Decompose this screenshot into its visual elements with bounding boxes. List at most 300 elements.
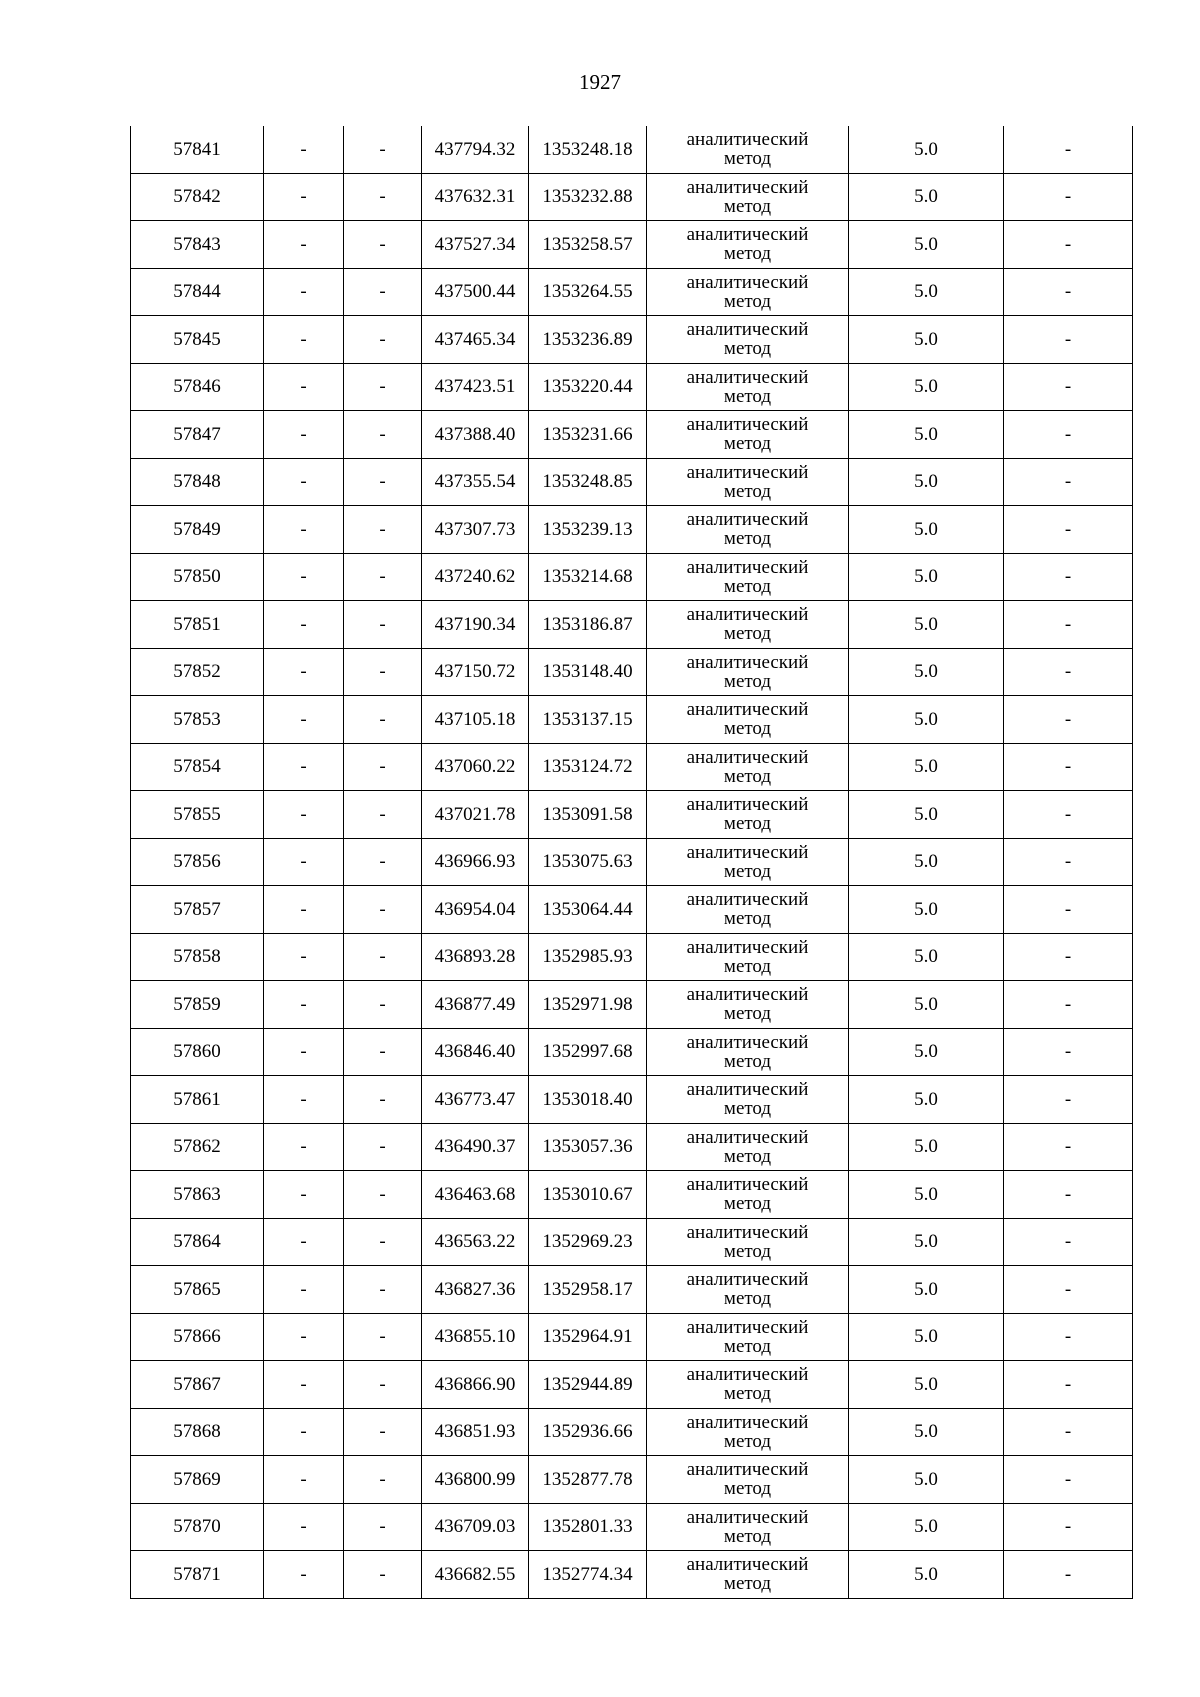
- empty-column-2-cell: -: [264, 173, 344, 221]
- description-cell: -: [1004, 411, 1133, 459]
- x-coordinate-cell: 437794.32: [422, 126, 529, 173]
- description-cell: -: [1004, 696, 1133, 744]
- method-line-1: аналитический: [686, 509, 809, 531]
- empty-column-3-cell: -: [344, 268, 422, 316]
- point-number-cell: 57853: [131, 696, 264, 744]
- accuracy-cell: 5.0: [849, 1171, 1004, 1219]
- point-number-cell: 57843: [131, 221, 264, 269]
- empty-column-2-cell: -: [264, 1313, 344, 1361]
- method-line-2: метод: [723, 433, 772, 455]
- accuracy-cell: 5.0: [849, 1076, 1004, 1124]
- method-line-1: аналитический: [686, 1411, 809, 1433]
- y-coordinate-cell: 1353148.40: [529, 648, 647, 696]
- empty-column-3-cell: -: [344, 363, 422, 411]
- description-cell: -: [1004, 1171, 1133, 1219]
- description-cell: -: [1004, 1076, 1133, 1124]
- accuracy-cell: 5.0: [849, 1218, 1004, 1266]
- empty-column-3-cell: -: [344, 1503, 422, 1551]
- accuracy-cell: 5.0: [849, 1551, 1004, 1599]
- description-cell: -: [1004, 553, 1133, 601]
- y-coordinate-cell: 1353064.44: [529, 886, 647, 934]
- point-number-cell: 57847: [131, 411, 264, 459]
- method-line-2: метод: [723, 670, 772, 692]
- description-cell: -: [1004, 1028, 1133, 1076]
- empty-column-2-cell: -: [264, 1408, 344, 1456]
- empty-column-3-cell: -: [344, 791, 422, 839]
- x-coordinate-cell: 436846.40: [422, 1028, 529, 1076]
- method-line-2: метод: [723, 1335, 772, 1357]
- empty-column-2-cell: -: [264, 1551, 344, 1599]
- y-coordinate-cell: 1352774.34: [529, 1551, 647, 1599]
- description-cell: -: [1004, 886, 1133, 934]
- empty-column-2-cell: -: [264, 1123, 344, 1171]
- y-coordinate-cell: 1353075.63: [529, 838, 647, 886]
- method-line-2: метод: [723, 1003, 772, 1025]
- table-row: [131, 1408, 1133, 1456]
- description-cell: -: [1004, 933, 1133, 981]
- method-line-1: аналитический: [686, 889, 809, 911]
- method-line-1: аналитический: [686, 1079, 809, 1101]
- empty-column-3-cell: -: [344, 1076, 422, 1124]
- x-coordinate-cell: 436877.49: [422, 981, 529, 1029]
- empty-column-2-cell: -: [264, 886, 344, 934]
- method-line-1: аналитический: [686, 746, 809, 768]
- empty-column-3-cell: -: [344, 411, 422, 459]
- x-coordinate-cell: 437388.40: [422, 411, 529, 459]
- method-cell: [647, 173, 849, 221]
- accuracy-cell: 5.0: [849, 1503, 1004, 1551]
- method-line-2: метод: [723, 1240, 772, 1262]
- method-line-1: аналитический: [686, 176, 809, 198]
- empty-column-2-cell: -: [264, 221, 344, 269]
- method-line-1: аналитический: [686, 936, 809, 958]
- y-coordinate-cell: 1352936.66: [529, 1408, 647, 1456]
- table-row: [131, 1123, 1133, 1171]
- x-coordinate-cell: 437465.34: [422, 316, 529, 364]
- point-number-cell: 57841: [131, 126, 264, 173]
- method-line-1: аналитический: [686, 1316, 809, 1338]
- y-coordinate-cell: 1352964.91: [529, 1313, 647, 1361]
- x-coordinate-cell: 436866.90: [422, 1361, 529, 1409]
- description-cell: -: [1004, 981, 1133, 1029]
- empty-column-2-cell: -: [264, 126, 344, 173]
- empty-column-3-cell: -: [344, 981, 422, 1029]
- point-number-cell: 57869: [131, 1456, 264, 1504]
- method-cell: [647, 1218, 849, 1266]
- y-coordinate-cell: 1353248.85: [529, 458, 647, 506]
- y-coordinate-cell: 1352958.17: [529, 1266, 647, 1314]
- point-number-cell: 57870: [131, 1503, 264, 1551]
- accuracy-cell: 5.0: [849, 696, 1004, 744]
- y-coordinate-cell: 1352801.33: [529, 1503, 647, 1551]
- method-line-2: метод: [723, 955, 772, 977]
- y-coordinate-cell: 1353220.44: [529, 363, 647, 411]
- point-number-cell: 57857: [131, 886, 264, 934]
- x-coordinate-cell: 436463.68: [422, 1171, 529, 1219]
- method-line-1: аналитический: [686, 1459, 809, 1481]
- method-line-2: метод: [723, 813, 772, 835]
- x-coordinate-cell: 436563.22: [422, 1218, 529, 1266]
- description-cell: -: [1004, 1408, 1133, 1456]
- method-line-1: аналитический: [686, 271, 809, 293]
- point-number-cell: 57866: [131, 1313, 264, 1361]
- empty-column-2-cell: -: [264, 981, 344, 1029]
- accuracy-cell: 5.0: [849, 981, 1004, 1029]
- method-line-1: аналитический: [686, 651, 809, 673]
- accuracy-cell: 5.0: [849, 411, 1004, 459]
- y-coordinate-cell: 1353232.88: [529, 173, 647, 221]
- description-cell: -: [1004, 363, 1133, 411]
- method-line-2: метод: [723, 1478, 772, 1500]
- description-cell: -: [1004, 1266, 1133, 1314]
- y-coordinate-cell: 1352985.93: [529, 933, 647, 981]
- method-cell: [647, 221, 849, 269]
- method-line-2: метод: [723, 338, 772, 360]
- x-coordinate-cell: 436773.47: [422, 1076, 529, 1124]
- table-row: [131, 553, 1133, 601]
- empty-column-2-cell: -: [264, 1361, 344, 1409]
- y-coordinate-cell: 1353018.40: [529, 1076, 647, 1124]
- empty-column-2-cell: -: [264, 363, 344, 411]
- point-number-cell: 57868: [131, 1408, 264, 1456]
- empty-column-3-cell: -: [344, 316, 422, 364]
- accuracy-cell: 5.0: [849, 1408, 1004, 1456]
- method-line-1: аналитический: [686, 1506, 809, 1528]
- method-line-1: аналитический: [686, 984, 809, 1006]
- method-line-1: аналитический: [686, 461, 809, 483]
- table-row: [131, 981, 1133, 1029]
- table-row: [131, 1266, 1133, 1314]
- table-row: [131, 1361, 1133, 1409]
- point-number-cell: 57849: [131, 506, 264, 554]
- table-row: [131, 696, 1133, 744]
- empty-column-2-cell: -: [264, 1028, 344, 1076]
- table-row: [131, 1028, 1133, 1076]
- method-line-2: метод: [723, 1145, 772, 1167]
- description-cell: -: [1004, 126, 1133, 173]
- x-coordinate-cell: 437060.22: [422, 743, 529, 791]
- method-cell: [647, 1028, 849, 1076]
- x-coordinate-cell: 436855.10: [422, 1313, 529, 1361]
- empty-column-2-cell: -: [264, 411, 344, 459]
- y-coordinate-cell: 1353214.68: [529, 553, 647, 601]
- point-number-cell: 57846: [131, 363, 264, 411]
- x-coordinate-cell: 436827.36: [422, 1266, 529, 1314]
- method-line-2: метод: [723, 908, 772, 930]
- empty-column-2-cell: -: [264, 1218, 344, 1266]
- method-line-2: метод: [723, 575, 772, 597]
- method-cell: [647, 1408, 849, 1456]
- point-number-cell: 57844: [131, 268, 264, 316]
- accuracy-cell: 5.0: [849, 1361, 1004, 1409]
- method-cell: [647, 316, 849, 364]
- accuracy-cell: 5.0: [849, 126, 1004, 173]
- coordinates-table: [130, 126, 1133, 1599]
- method-cell: [647, 1266, 849, 1314]
- empty-column-3-cell: -: [344, 1123, 422, 1171]
- empty-column-3-cell: -: [344, 221, 422, 269]
- accuracy-cell: 5.0: [849, 1456, 1004, 1504]
- point-number-cell: 57859: [131, 981, 264, 1029]
- empty-column-3-cell: -: [344, 696, 422, 744]
- description-cell: -: [1004, 743, 1133, 791]
- y-coordinate-cell: 1353231.66: [529, 411, 647, 459]
- x-coordinate-cell: 436682.55: [422, 1551, 529, 1599]
- empty-column-3-cell: -: [344, 1408, 422, 1456]
- x-coordinate-cell: 437423.51: [422, 363, 529, 411]
- x-coordinate-cell: 436800.99: [422, 1456, 529, 1504]
- accuracy-cell: 5.0: [849, 601, 1004, 649]
- y-coordinate-cell: 1353258.57: [529, 221, 647, 269]
- method-line-2: метод: [723, 528, 772, 550]
- point-number-cell: 57862: [131, 1123, 264, 1171]
- method-line-2: метод: [723, 243, 772, 265]
- method-line-2: метод: [723, 195, 772, 217]
- x-coordinate-cell: 436709.03: [422, 1503, 529, 1551]
- description-cell: -: [1004, 268, 1133, 316]
- empty-column-3-cell: -: [344, 933, 422, 981]
- table-row: [131, 506, 1133, 554]
- empty-column-2-cell: -: [264, 458, 344, 506]
- description-cell: -: [1004, 1456, 1133, 1504]
- method-line-2: метод: [723, 148, 772, 170]
- empty-column-3-cell: -: [344, 601, 422, 649]
- description-cell: -: [1004, 221, 1133, 269]
- method-line-1: аналитический: [686, 699, 809, 721]
- accuracy-cell: 5.0: [849, 268, 1004, 316]
- empty-column-3-cell: -: [344, 886, 422, 934]
- empty-column-2-cell: -: [264, 316, 344, 364]
- table-row: [131, 268, 1133, 316]
- accuracy-cell: 5.0: [849, 886, 1004, 934]
- point-number-cell: 57842: [131, 173, 264, 221]
- point-number-cell: 57852: [131, 648, 264, 696]
- empty-column-2-cell: -: [264, 553, 344, 601]
- table-row: [131, 933, 1133, 981]
- point-number-cell: 57871: [131, 1551, 264, 1599]
- accuracy-cell: 5.0: [849, 648, 1004, 696]
- method-cell: [647, 886, 849, 934]
- method-cell: [647, 696, 849, 744]
- method-line-1: аналитический: [686, 1174, 809, 1196]
- method-line-2: метод: [723, 1098, 772, 1120]
- method-cell: [647, 791, 849, 839]
- table-row: [131, 1171, 1133, 1219]
- empty-column-3-cell: -: [344, 648, 422, 696]
- method-cell: [647, 743, 849, 791]
- y-coordinate-cell: 1353137.15: [529, 696, 647, 744]
- empty-column-2-cell: -: [264, 601, 344, 649]
- accuracy-cell: 5.0: [849, 458, 1004, 506]
- point-number-cell: 57867: [131, 1361, 264, 1409]
- x-coordinate-cell: 437021.78: [422, 791, 529, 839]
- description-cell: -: [1004, 458, 1133, 506]
- empty-column-3-cell: -: [344, 1361, 422, 1409]
- method-cell: [647, 1456, 849, 1504]
- table-row: [131, 1076, 1133, 1124]
- point-number-cell: 57865: [131, 1266, 264, 1314]
- accuracy-cell: 5.0: [849, 1123, 1004, 1171]
- empty-column-2-cell: -: [264, 1266, 344, 1314]
- method-line-2: метод: [723, 290, 772, 312]
- table-row: [131, 221, 1133, 269]
- table-row: [131, 1313, 1133, 1361]
- method-line-2: метод: [723, 1573, 772, 1595]
- y-coordinate-cell: 1353091.58: [529, 791, 647, 839]
- method-line-2: метод: [723, 1288, 772, 1310]
- method-cell: [647, 838, 849, 886]
- method-cell: [647, 1171, 849, 1219]
- accuracy-cell: 5.0: [849, 553, 1004, 601]
- point-number-cell: 57855: [131, 791, 264, 839]
- description-cell: -: [1004, 1218, 1133, 1266]
- x-coordinate-cell: 437240.62: [422, 553, 529, 601]
- empty-column-3-cell: -: [344, 838, 422, 886]
- table-body: [131, 126, 1133, 1598]
- table-row: [131, 316, 1133, 364]
- table-row: [131, 1551, 1133, 1599]
- empty-column-3-cell: -: [344, 553, 422, 601]
- table-row: [131, 458, 1133, 506]
- table-row: [131, 411, 1133, 459]
- description-cell: -: [1004, 648, 1133, 696]
- point-number-cell: 57850: [131, 553, 264, 601]
- table-row: [131, 1218, 1133, 1266]
- empty-column-3-cell: -: [344, 1456, 422, 1504]
- description-cell: -: [1004, 316, 1133, 364]
- accuracy-cell: 5.0: [849, 316, 1004, 364]
- x-coordinate-cell: 436893.28: [422, 933, 529, 981]
- method-cell: [647, 1503, 849, 1551]
- method-cell: [647, 506, 849, 554]
- table-row: [131, 791, 1133, 839]
- y-coordinate-cell: 1352944.89: [529, 1361, 647, 1409]
- point-number-cell: 57861: [131, 1076, 264, 1124]
- x-coordinate-cell: 437355.54: [422, 458, 529, 506]
- table-row: [131, 1456, 1133, 1504]
- accuracy-cell: 5.0: [849, 933, 1004, 981]
- y-coordinate-cell: 1353264.55: [529, 268, 647, 316]
- accuracy-cell: 5.0: [849, 838, 1004, 886]
- accuracy-cell: 5.0: [849, 506, 1004, 554]
- x-coordinate-cell: 436851.93: [422, 1408, 529, 1456]
- y-coordinate-cell: 1352971.98: [529, 981, 647, 1029]
- method-cell: [647, 1551, 849, 1599]
- method-cell: [647, 933, 849, 981]
- accuracy-cell: 5.0: [849, 1266, 1004, 1314]
- method-line-2: метод: [723, 480, 772, 502]
- accuracy-cell: 5.0: [849, 1313, 1004, 1361]
- table-row: [131, 601, 1133, 649]
- method-line-1: аналитический: [686, 1554, 809, 1576]
- empty-column-3-cell: -: [344, 1218, 422, 1266]
- empty-column-3-cell: -: [344, 126, 422, 173]
- method-line-1: аналитический: [686, 841, 809, 863]
- description-cell: -: [1004, 838, 1133, 886]
- method-line-2: метод: [723, 860, 772, 882]
- description-cell: -: [1004, 1503, 1133, 1551]
- table-row: [131, 126, 1133, 173]
- x-coordinate-cell: 436966.93: [422, 838, 529, 886]
- empty-column-2-cell: -: [264, 1171, 344, 1219]
- table-row: [131, 363, 1133, 411]
- empty-column-3-cell: -: [344, 458, 422, 506]
- empty-column-3-cell: -: [344, 173, 422, 221]
- x-coordinate-cell: 437307.73: [422, 506, 529, 554]
- point-number-cell: 57848: [131, 458, 264, 506]
- description-cell: -: [1004, 791, 1133, 839]
- point-number-cell: 57856: [131, 838, 264, 886]
- method-cell: [647, 411, 849, 459]
- method-cell: [647, 981, 849, 1029]
- method-line-1: аналитический: [686, 1221, 809, 1243]
- table-row: [131, 1503, 1133, 1551]
- method-line-2: метод: [723, 1430, 772, 1452]
- accuracy-cell: 5.0: [849, 791, 1004, 839]
- y-coordinate-cell: 1353057.36: [529, 1123, 647, 1171]
- method-cell: [647, 648, 849, 696]
- method-line-2: метод: [723, 1050, 772, 1072]
- empty-column-2-cell: -: [264, 743, 344, 791]
- y-coordinate-cell: 1353124.72: [529, 743, 647, 791]
- description-cell: -: [1004, 1361, 1133, 1409]
- method-cell: [647, 553, 849, 601]
- method-cell: [647, 363, 849, 411]
- method-line-1: аналитический: [686, 224, 809, 246]
- y-coordinate-cell: 1353239.13: [529, 506, 647, 554]
- empty-column-3-cell: -: [344, 506, 422, 554]
- method-line-2: метод: [723, 385, 772, 407]
- method-line-2: метод: [723, 718, 772, 740]
- method-line-1: аналитический: [686, 794, 809, 816]
- method-line-2: метод: [723, 1525, 772, 1547]
- empty-column-2-cell: -: [264, 506, 344, 554]
- method-line-2: метод: [723, 623, 772, 645]
- point-number-cell: 57863: [131, 1171, 264, 1219]
- y-coordinate-cell: 1353186.87: [529, 601, 647, 649]
- x-coordinate-cell: 437632.31: [422, 173, 529, 221]
- method-cell: [647, 601, 849, 649]
- x-coordinate-cell: 437190.34: [422, 601, 529, 649]
- description-cell: -: [1004, 173, 1133, 221]
- accuracy-cell: 5.0: [849, 743, 1004, 791]
- y-coordinate-cell: 1352877.78: [529, 1456, 647, 1504]
- description-cell: -: [1004, 1123, 1133, 1171]
- y-coordinate-cell: 1352997.68: [529, 1028, 647, 1076]
- empty-column-2-cell: -: [264, 696, 344, 744]
- table-row: [131, 743, 1133, 791]
- method-line-1: аналитический: [686, 414, 809, 436]
- table-row: [131, 838, 1133, 886]
- accuracy-cell: 5.0: [849, 173, 1004, 221]
- accuracy-cell: 5.0: [849, 363, 1004, 411]
- accuracy-cell: 5.0: [849, 221, 1004, 269]
- point-number-cell: 57851: [131, 601, 264, 649]
- method-line-1: аналитический: [686, 319, 809, 341]
- method-line-1: аналитический: [686, 556, 809, 578]
- method-cell: [647, 1076, 849, 1124]
- empty-column-2-cell: -: [264, 1076, 344, 1124]
- point-number-cell: 57854: [131, 743, 264, 791]
- y-coordinate-cell: 1353010.67: [529, 1171, 647, 1219]
- point-number-cell: 57858: [131, 933, 264, 981]
- x-coordinate-cell: 437500.44: [422, 268, 529, 316]
- x-coordinate-cell: 437150.72: [422, 648, 529, 696]
- x-coordinate-cell: 437105.18: [422, 696, 529, 744]
- y-coordinate-cell: 1353248.18: [529, 126, 647, 173]
- x-coordinate-cell: 436490.37: [422, 1123, 529, 1171]
- method-line-1: аналитический: [686, 1126, 809, 1148]
